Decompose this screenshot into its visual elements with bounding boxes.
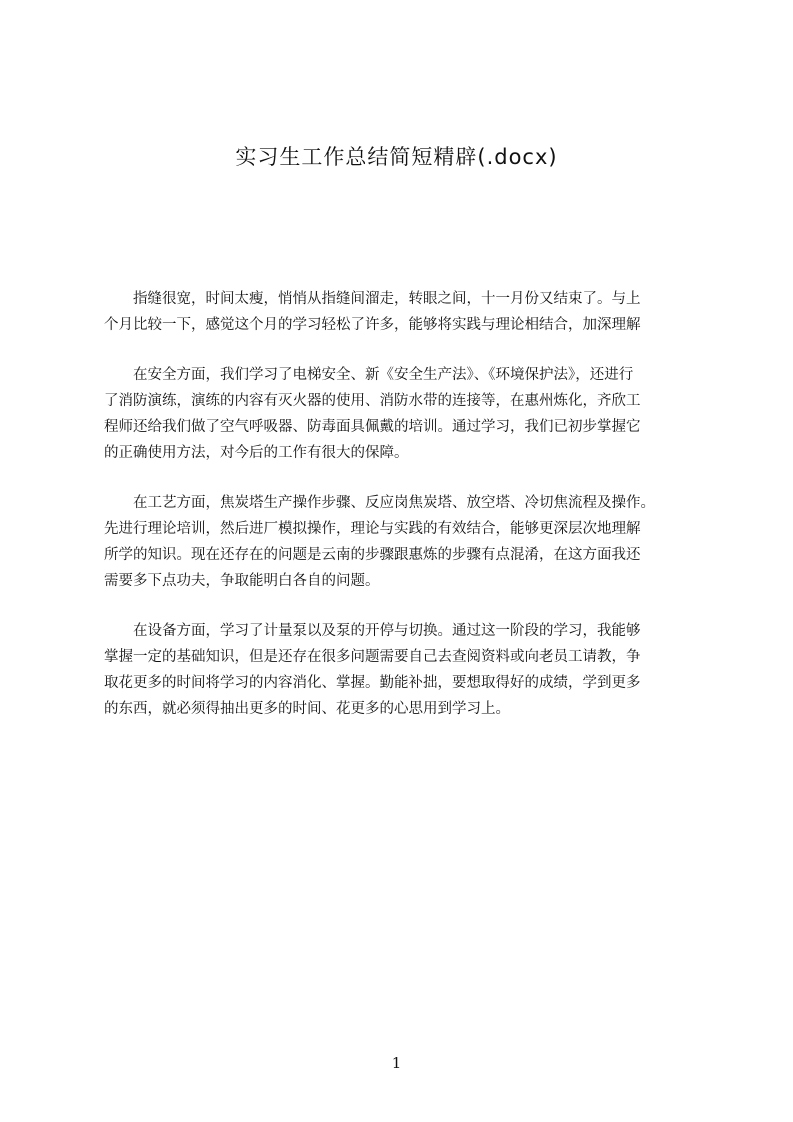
paragraph-safety bbox=[104, 362, 704, 466]
paragraph-equipment bbox=[104, 618, 704, 722]
text-line: 取花更多的时间将学习的内容消化、掌握。勤能补拙，要想取得好的成绩，学到更多 bbox=[104, 675, 641, 691]
text-line: 了消防演练，演练的内容有灭火器的使用、消防水带的连接等，在惠州炼化，齐欣工 bbox=[104, 393, 641, 409]
document-body bbox=[104, 286, 704, 746]
text-line: 掌握一定的基础知识，但是还存在很多问题需要自己去查阅资料或向老员工请教，争 bbox=[104, 649, 641, 665]
text-line: 程师还给我们做了空气呼吸器、防毒面具佩戴的培训。通过学习，我们已初步掌握它 bbox=[104, 419, 641, 435]
text-line: 需要多下点功夫，争取能明白各自的问题。 bbox=[104, 573, 380, 589]
page-number: 1 bbox=[391, 1054, 402, 1072]
text-line: 的东西，就必须得抽出更多的时间、花更多的心思用到学习上。 bbox=[104, 701, 510, 717]
text-line: 先进行理论培训，然后进厂模拟操作，理论与实践的有效结合，能够更深层次地理解 bbox=[104, 521, 641, 537]
paragraph-intro bbox=[104, 286, 704, 338]
text-line: 个月比较一下，感觉这个月的学习轻松了许多，能够将实践与理论相结合，加深理解 bbox=[104, 317, 641, 333]
text-line: 指缝很宽，时间太瘦，悄悄从指缝间溜走，转眼之间，十一月份又结束了。与上 bbox=[104, 291, 641, 307]
text-line: 在工艺方面，焦炭塔生产操作步骤、反应岗焦炭塔、放空塔、冷切焦流程及操作。 bbox=[104, 495, 655, 511]
text-line: 所学的知识。现在还存在的问题是云南的步骤跟惠炼的步骤有点混淆，在这方面我还 bbox=[104, 547, 641, 563]
text-line: 在设备方面，学习了计量泵以及泵的开停与切换。通过这一阶段的学习，我能够 bbox=[104, 623, 641, 639]
paragraph-process bbox=[104, 490, 704, 594]
document-title: 实习生工作总结简短精辟(.docx) bbox=[235, 145, 558, 169]
text-line: 在安全方面，我们学习了电梯安全、新《安全生产法》、《环境保护法》，还进行 bbox=[104, 367, 634, 383]
text-line: 的正确使用方法，对今后的工作有很大的保障。 bbox=[104, 445, 409, 461]
